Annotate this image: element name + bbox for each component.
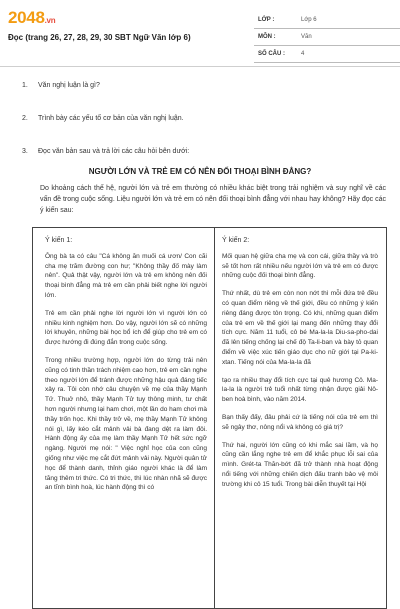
info-row-class <box>254 12 400 29</box>
opinion-paragraph: Ông bà ta có câu "Cá không ăn muối cá ươn/ Con cãi cha mẹ trăm đường con hư; "Không thầy đố mày làm nên". Quả thật vậy, người lớn và trẻ em không nên đối thoại bình đẳng mà trẻ em cần phải biết nghe lời người lớn. <box>45 252 207 299</box>
question-number: 1. <box>22 82 28 89</box>
opinion-1-column <box>33 228 215 608</box>
info-key: LỚP : <box>254 12 297 29</box>
info-value: Lớp 6 <box>297 12 400 29</box>
question-text: Văn nghị luận là gì? <box>38 82 100 89</box>
opinion-paragraph: Thứ hai, người lớn cũng có khi mắc sai lầm, và họ cũng cần lắng nghe trẻ em để khắc phục lỗi sai của mình. Grét-ta Thăn-bớt đã trở thành nhà hoạt động nổi tiếng với những chiến dịch đấu tranh bảo vệ môi trường khi cô 15 tuổi. Trong bài diễn thuyết tại Hội <box>222 441 378 488</box>
info-row-count <box>254 46 400 63</box>
opinion-paragraph: Trẻ em cần phải nghe lời người lớn vì người lớn có nhiều kinh nghiệm hơn. Do vậy, người lớn sẽ có những lời khuyên, những bài học bổ ích để giúp cho trẻ em có được hướng đi đúng đắn trong cuộc sống. <box>45 309 207 347</box>
opinion-2-column <box>214 228 386 608</box>
header-divider <box>0 66 400 67</box>
opinion-paragraph: tạo ra nhiều thay đổi tích cực tại quê hương Cô. Ma-la-la là người trẻ tuổi nhất từng nhận được giải Nô-ben hoà bình, vào năm 2014. <box>222 376 378 404</box>
opinion-paragraph: Trong nhiều trường hợp, người lớn do từng trải nên cũng có tinh thần trách nhiệm cao hơn, trẻ em cần nghe theo người lớn để tránh được những hậu quả đáng tiếc xảy ra. Tôi còn nhớ câu chuyện về mẹ của thầy Mạnh Tử. Thuở nhỏ, thầy Mạnh Tử tuy thông minh, tư chất hơn người nhưng lại ham chơi, một lần do ham chơi mà thầy trốn học. Khi thầy trở về, mẹ thầy Mạnh Tử không nói gì, lấy kéo cắt mảnh vải bà đang dệt ra làm đôi. Hành động ấy của mẹ làm thầy Mạnh Tử hết sức ngỡ ngàng. Người mẹ nói: " Việc nghỉ học của con cũng giống như việc mẹ cắt đứt mảnh vải này. Người quân tử học để thành danh, thỉnh giáo người khác là để làm tăng thêm tri thức. Có tri thức, thì lúc nhàn nhã sẽ được an tĩnh bình hoà, lúc hành động thì có <box>45 356 207 492</box>
reading-intro: Do khoảng cách thế hệ, người lớn và trẻ em thường có nhiều khác biệt trong trải nghiệm và suy nghĩ về các vấn đề trong cuộc sống. Liệu người lớn và trẻ em có nên đối thoại bình đẳng với nhau hay không? Hãy đọc các ý kiến sau: <box>40 185 386 214</box>
info-key: SỐ CÂU : <box>254 46 297 63</box>
question-text: Đọc văn bản sau và trả lời các câu hỏi bên dưới: <box>38 148 190 155</box>
question-1 <box>22 82 100 89</box>
info-table <box>254 12 400 63</box>
site-logo[interactable]: 2048.vn <box>8 8 56 27</box>
opinion-paragraph: Bạn thấy đấy, đâu phải cứ là tiếng nói của trẻ em thì sẽ ngây thơ, nông nổi và không có giá trị? <box>222 413 378 431</box>
page-title: Đọc (trang 26, 27, 28, 29, 30 SBT Ngữ Văn lớp 6) <box>8 33 191 42</box>
opinion-heading: Ý kiến 2: <box>222 237 250 244</box>
question-number: 2. <box>22 115 28 122</box>
info-value: 4 <box>297 46 400 63</box>
reading-title: NGƯỜI LỚN VÀ TRẺ EM CÓ NÊN ĐỐI THOẠI BÌNH ĐẲNG? <box>88 167 312 176</box>
info-row-subject <box>254 29 400 46</box>
opinion-paragraph: Mối quan hệ giữa cha mẹ và con cái, giữa thầy và trò sẽ tốt hơn rất nhiều nếu người lớn và trẻ em có được những cuộc đối thoại bình đẳng. <box>222 252 378 280</box>
opinion-heading: Ý kiến 1: <box>45 237 73 244</box>
info-value: Văn <box>297 29 400 46</box>
info-key: MÔN : <box>254 29 297 46</box>
question-3 <box>22 148 189 155</box>
opinion-paragraph: Thứ nhất, dù trẻ em còn non nớt thì mỗi đứa trẻ đều có quan điểm riêng về thế giới, đều có những ý kiến riêng đáng được tôn trọng. Có khi, những quan điểm của trẻ em về thế giới lại mang đến những thay đổi tích cực. Năm 11 tuổi, cô bé Ma-la-la Diu-sa-pho-dai đã lên tiếng chống lại chế độ Ta-li-ban và bày tỏ quan điểm về việc xúc tiến giáo dục cho nữ giới tại Pa-ki-xtan. Tiếng nói của Ma-la-la đã <box>222 290 378 366</box>
opinion-table <box>32 227 387 609</box>
question-2 <box>22 115 184 122</box>
question-text: Trình bày các yếu tố cơ bản của văn nghị luận. <box>38 115 184 122</box>
question-number: 3. <box>22 148 28 155</box>
